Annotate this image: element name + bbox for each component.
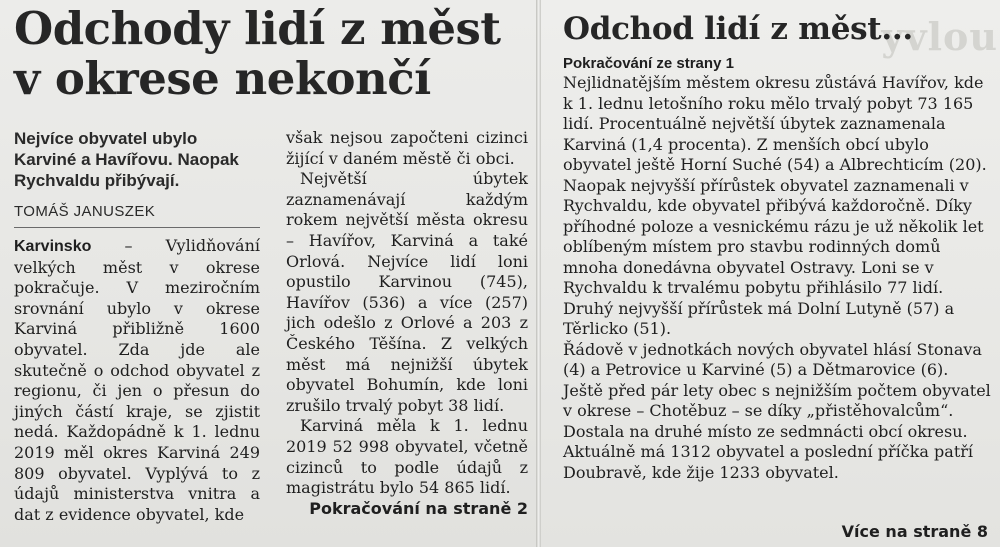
article-column-2 bbox=[286, 128, 528, 519]
headline-main: Odchody lidí z měst v okrese nekončí bbox=[14, 2, 501, 105]
headline-continuation: Odchod lidí z měst... bbox=[563, 11, 913, 47]
bleed-through-text: yvlou bbox=[881, 14, 998, 59]
continued-from-label: Pokračování ze strany 1 bbox=[563, 55, 734, 72]
article-paragraph: Největší úbytek zaznamenávají každým rokem největší města okresu – Havířov, Karviná a také Orlová. Nejvíce lidí loni opustilo Karvinou (745), Havířov (536) a více (257) jich odešlo z Orlové a 203 z Českého Těšína. Z velkých měst má nejnižší úbytek obyvatel Bohumín, kde loni zrušilo trvalý pobyt 38 lidí. bbox=[286, 169, 528, 415]
article-column-1 bbox=[14, 128, 260, 525]
right-clipping bbox=[541, 0, 1000, 547]
more-on-page-link[interactable]: Více na straně 8 bbox=[841, 522, 988, 541]
paragraph-text: – Vylidňování velkých měst v okrese pokračuje. V meziročním srovnání ubylo v okrese Karviná přibližně 1600 obyvatel. Zda jde ale skutečně o odchod obyvatel z regionu, či jen o přesun do jiných částí kraje, se zjistit nedá. Každopádně k 1. lednu 2019 měl okres Karviná 249 809 obyvatel. Vyplývá to z údajů ministerstva vnitra a dat z evidence obyvatel, kde bbox=[14, 236, 260, 524]
article-paragraph: však nejsou započteni cizinci žijící v daném městě či obci. bbox=[286, 128, 528, 168]
dateline: Karvinsko bbox=[14, 238, 92, 255]
article-paragraph: Karviná měla k 1. lednu 2019 52 998 obyvatel, včetně cizinců to podle údajů z magistrátu bylo 54 865 lidí. bbox=[286, 416, 528, 498]
continued-on-link[interactable]: Pokračování na straně 2 bbox=[309, 498, 528, 518]
article-paragraph: Nejlidnatějším městem okresu zůstává Havířov, kde k 1. lednu letošního roku mělo trvalý pobyt 73 165 lidí. Procentuálně největší úbytek zaznamenala Karviná (1,4 procenta). Z menších obcí ubylo obyvatel ještě Horní Suché (54) a Albrechticím (20). bbox=[563, 73, 987, 174]
article-paragraph bbox=[14, 236, 260, 525]
article-paragraph: Řádově v jednotkách nových obyvatel hlásí Stonava (4) a Petrovice u Karviné (5) a Dětmarovice (6). Ještě před pár lety obec s nejnižším počtem obyvatel v okrese – Chotěbuz – se díky „přistěhovalcům“. Dostala na druhé místo ze sedmnácti obcí okresu. Aktuálně má 1312 obyvatel a poslední příčka patří Doubravě, kde žije 1233 obyvatel. bbox=[563, 339, 991, 482]
continuation-body bbox=[563, 54, 991, 483]
article-paragraph: Naopak nejvyšší přírůstek obyvatel zaznamenali v Rychvaldu, kde obyvatel přibývá každoročně. Díky příhodné poloze a vesnickému rázu je už několik let oblíbeným místem pro stavbu rodinných domů mnoha donedávna obyvatel Ostravy. Loni se v Rychvaldu k trvalému pobytu přihlásilo 77 lidí. Druhý nejvyšší přírůstek má Dolní Lutyně (57) a Těrlicko (51). bbox=[563, 175, 984, 338]
author-byline: TOMÁŠ JANUSZEK bbox=[14, 191, 260, 228]
article-lead: Nejvíce obyvatel ubylo Karviné a Havířovu. Naopak Rychvaldu přibývají. bbox=[14, 129, 239, 190]
